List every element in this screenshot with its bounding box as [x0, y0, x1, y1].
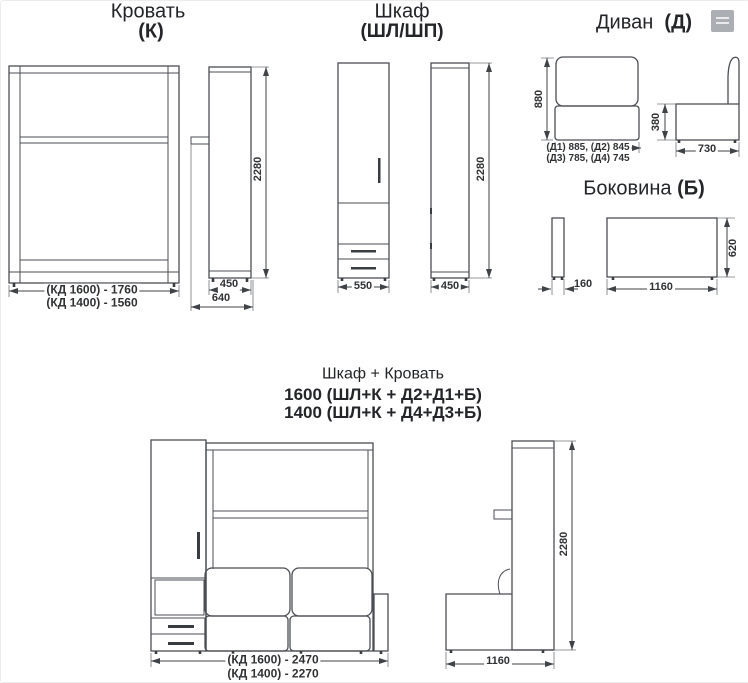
technical-drawing-layer — [1, 1, 748, 682]
sofa-depth-dim: 730 — [697, 143, 717, 156]
sofa-height-dim: 880 — [533, 89, 546, 109]
bed-width-kd1400: (КД 1400) - 1560 — [46, 295, 138, 310]
wardrobe-height-dim: 2280 — [475, 156, 488, 182]
wardrobe-title: Шкаф — [374, 0, 430, 23]
combo-width-kd1600: (КД 1600) - 2470 — [227, 652, 319, 667]
combo-depth-dim: 1160 — [486, 655, 510, 668]
wardrobe-width-dim: 550 — [353, 280, 373, 293]
combo-title: Шкаф + Кровать — [322, 365, 444, 383]
photo-grid-icon — [711, 10, 734, 32]
combo-width-kd1400: (КД 1400) - 2270 — [227, 666, 319, 681]
bed-width-kd1600: (КД 1600) - 1760 — [46, 282, 138, 297]
bed-front-view — [9, 66, 179, 297]
combo-height-dim: 2280 — [558, 531, 571, 557]
bed-height-dim: 2280 — [252, 156, 265, 182]
wardrobe-front-view — [338, 63, 389, 293]
side-panel-height-dim: 620 — [727, 238, 740, 258]
side-panel-length-dim: 1160 — [649, 281, 673, 294]
wardrobe-code: (ШЛ/ШП) — [360, 21, 444, 43]
combo-side-view — [446, 441, 576, 669]
bed-code: (К) — [138, 20, 164, 43]
side-panel-thickness-dim: 160 — [573, 278, 593, 291]
side-panel-views — [538, 218, 735, 295]
bed-title: Кровать — [110, 0, 186, 23]
combo-variant-1600: 1600 (ШЛ+К + Д2+Д1+Б) — [284, 385, 482, 405]
sofa-seat-height-dim: 380 — [650, 112, 663, 132]
combo-variant-1400: 1400 (ШЛ+К + Д4+Д3+Б) — [284, 403, 482, 423]
bed-depth-dim: 450 — [219, 278, 239, 291]
sofa-front-view — [541, 57, 641, 153]
combo-front-view — [151, 440, 388, 667]
sofa-widths-line2: (Д3) 785, (Д4) 745 — [546, 152, 630, 164]
side-panel-title: Боковина (Б) — [583, 177, 705, 200]
wardrobe-depth-dim: 450 — [440, 280, 460, 293]
sofa-side-view — [657, 57, 739, 157]
sofa-title: Диван (Д) — [596, 11, 692, 34]
bed-side-view — [191, 67, 269, 311]
bed-depth-total-dim: 640 — [211, 292, 231, 305]
sofa-widths-line1: (Д1) 885, (Д2) 845 — [546, 141, 630, 153]
